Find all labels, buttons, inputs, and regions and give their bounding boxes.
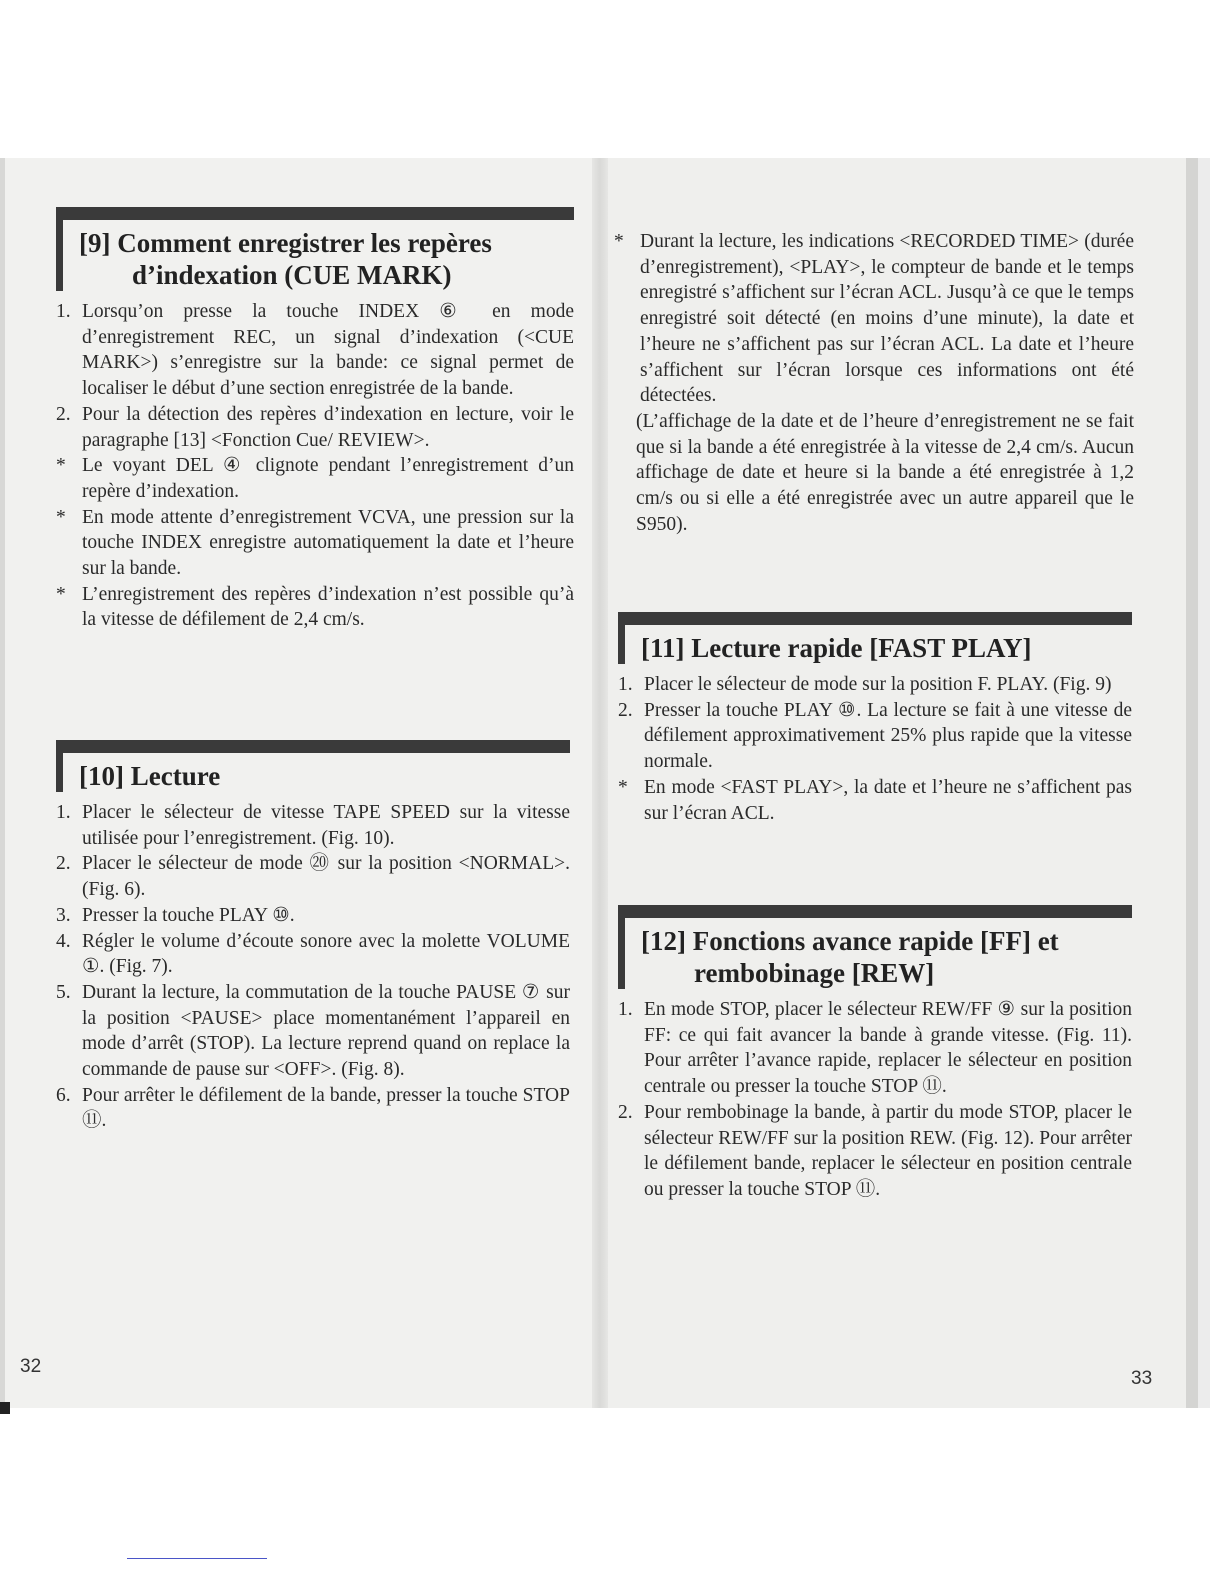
section-12-title-line1: [12] Fonctions avance rapide [FF] et — [641, 926, 1059, 956]
list-marker: 2. — [56, 853, 71, 875]
list-item — [56, 402, 574, 453]
heading-bar — [56, 207, 574, 220]
intro-note-list — [614, 229, 1134, 409]
page-number-right: 33 — [1131, 1368, 1153, 1389]
playback-display-note — [614, 229, 1134, 537]
section-9-list — [56, 299, 574, 633]
list-item-text: En mode attente d’enregistrement VCVA, une pression sur la touche INDEX enregistre automatiquement la date et l’heure sur la bande. — [82, 506, 574, 580]
bottom-rule — [127, 1558, 267, 1559]
list-marker: 4. — [56, 930, 71, 952]
list-marker: 3. — [56, 904, 71, 926]
list-marker: * — [56, 455, 66, 477]
list-item-text: Pour la détection des repères d’indexation en lecture, voir le paragraphe [13] <Fonction Cue/ REVIEW>. — [82, 403, 574, 451]
section-12 — [618, 905, 1132, 1203]
list-item-text: Pour arrêter le défilement de la bande, presser la touche STOP ⑪. — [82, 1084, 570, 1132]
list-item — [56, 453, 574, 504]
section-10-list — [56, 800, 570, 1134]
list-item — [56, 299, 574, 402]
heading-bar — [618, 905, 1132, 918]
book-gutter — [592, 158, 608, 1408]
list-marker: 2. — [618, 699, 633, 721]
corner-mark — [0, 1402, 10, 1414]
list-item — [56, 903, 570, 929]
intro-note-paren: (L’affichage de la date et de l’heure d’enregistrement ne se fait que si la bande a été enregistrée à la vitesse de 2,4 cm/s. Aucun affichage de date et heure si la bande a été enregistrée à 1,2 cm/s ou si elle a été enregistrée avec un autre appareil que le S950). — [636, 410, 1134, 535]
list-item-text: Presser la touche PLAY ⑩. — [82, 904, 295, 926]
section-12-list — [618, 997, 1132, 1203]
list-item — [56, 1083, 570, 1134]
list-marker: 2. — [56, 403, 71, 425]
list-marker: 1. — [56, 301, 71, 322]
list-item-text: En mode <FAST PLAY>, la date et l’heure ne s’affichent pas sur l’écran ACL. — [644, 776, 1132, 824]
list-item-text: En mode STOP, placer le sélecteur REW/FF ⑨ sur la position FF: ce qui fait avancer la bande à grande vitesse. (Fig. 11). Pour arrêter l’avance rapide, replacer le sélecteur en position centrale ou presser la touche STOP ⑪. — [644, 999, 1132, 1098]
list-item — [618, 775, 1132, 826]
list-item — [618, 672, 1132, 698]
page-number-left: 32 — [20, 1356, 42, 1377]
list-marker: * — [614, 231, 624, 252]
list-item-text: Presser la touche PLAY ⑩. La lecture se fait à une vitesse de défilement approximativement 25% plus rapide que la vitesse normale. — [644, 699, 1132, 773]
left-page-edge — [0, 158, 5, 1408]
list-item-text: Lorsqu’on presse la touche INDEX ⑥ en mode d’enregistrement REC, un signal d’indexation (<CUE MARK>) s’enregistre sur la bande: ce signal permet de localiser le début d’une section enregistrée de la bande. — [82, 301, 574, 400]
list-item-text: Placer le sélecteur de mode sur la position F. PLAY. (Fig. 9) — [644, 674, 1112, 695]
section-11 — [618, 612, 1132, 826]
list-marker: 1. — [618, 999, 633, 1020]
list-item-text: Le voyant DEL ④ clignote pendant l’enregistrement d’un repère d’indexation. — [82, 455, 574, 502]
list-item-text: Placer le sélecteur de mode ⑳ sur la position <NORMAL>. (Fig. 6). — [82, 853, 570, 901]
list-marker: 5. — [56, 981, 71, 1003]
heading-bar — [618, 612, 1132, 625]
list-marker: 1. — [618, 674, 633, 695]
list-item — [618, 1100, 1132, 1203]
section-11-list — [618, 672, 1132, 826]
list-marker: 1. — [56, 802, 71, 823]
section-9-title-line2: d’indexation (CUE MARK) — [132, 260, 452, 290]
list-item — [618, 698, 1132, 775]
list-marker: 6. — [56, 1084, 71, 1106]
list-item — [56, 851, 570, 902]
list-item — [618, 997, 1132, 1100]
section-9-heading — [56, 207, 574, 291]
section-9 — [56, 207, 574, 633]
list-item — [614, 229, 1134, 409]
list-item — [56, 800, 570, 851]
list-marker: * — [56, 583, 66, 605]
list-marker: 2. — [618, 1101, 633, 1123]
section-11-title-line1: [11] Lecture rapide [FAST PLAY] — [641, 633, 1032, 663]
list-item-text: Placer le sélecteur de vitesse TAPE SPEED sur la vitesse utilisée pour l’enregistrement. (Fig. 10). — [82, 802, 570, 849]
heading-bar — [56, 740, 570, 753]
list-item-text: Durant la lecture, les indications <RECORDED TIME> (durée d’enregistrement), <PLAY>, le compteur de bande et le temps enregistré s’affichent sur l’écran ACL. Jusqu’à ce que le temps enregistré soit détecté (en moins d’une minute), la date et l’heure ne s’affichent pas sur l’écran ACL. La date et l’heure s’affichent sur l’écran lorsque ces informations ont été détectées. — [640, 231, 1134, 407]
list-item — [56, 582, 574, 633]
section-10-title-line1: [10] Lecture — [79, 761, 221, 791]
section-12-title-line2: rembobinage [REW] — [694, 958, 935, 988]
section-10-heading — [56, 740, 570, 792]
list-item-text: Durant la lecture, la commutation de la touche PAUSE ⑦ sur la position <PAUSE> place momentanément l’appareil en mode d’arrêt (STOP). La lecture reprend quand on replace la commande de pause sur <OFF>. (Fig. 8). — [82, 981, 570, 1081]
list-item — [56, 980, 570, 1083]
section-11-heading — [618, 612, 1132, 664]
section-9-title-line1: [9] Comment enregistrer les repères — [79, 228, 492, 258]
list-item — [56, 929, 570, 980]
right-page-edge — [1186, 158, 1198, 1408]
list-marker: * — [56, 506, 66, 528]
list-item-text: Pour rembobinage la bande, à partir du mode STOP, placer le sélecteur REW/FF sur la position REW. (Fig. 12). Pour arrêter le défilement bande, replacer le sélecteur en position centrale ou presser la touche STOP ⑪. — [644, 1101, 1132, 1200]
section-10 — [56, 740, 570, 1134]
list-item-text: L’enregistrement des repères d’indexation n’est possible qu’à la vitesse de défilement de 2,4 cm/s. — [82, 583, 574, 631]
list-item-text: Régler le volume d’écoute sonore avec la molette VOLUME ①. (Fig. 7). — [82, 930, 570, 978]
section-12-heading — [618, 905, 1132, 989]
list-marker: * — [618, 776, 628, 798]
list-item — [56, 505, 574, 582]
